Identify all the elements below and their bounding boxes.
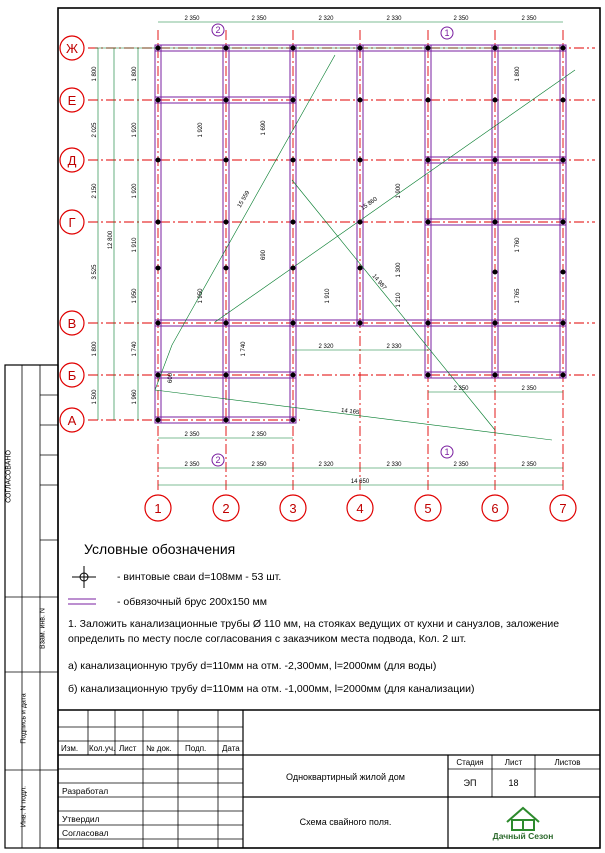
note-1: 1. Заложить канализационные трубы Ø 110 мм, на стояках ведущих от кухни и санузлов, заложение определить по месту после согласования с заказчиком места подвода, Кол. 2 шт. [68, 618, 560, 645]
axis-label-6: 6 [491, 501, 499, 516]
svg-text:2 350: 2 350 [521, 386, 537, 392]
svg-text:1 740: 1 740 [241, 341, 247, 357]
company-logo [507, 808, 539, 830]
side-label-inv-replace: Взам. инв. N [39, 608, 47, 649]
pile-legend-text: - винтовые сваи d=108мм - 53 шт. [117, 571, 282, 583]
side-label-agreed: СОГЛАСОВАНО [5, 450, 13, 503]
svg-text:15 559: 15 559 [236, 190, 252, 209]
tb-header-date: Дата [222, 744, 240, 753]
svg-text:2 350: 2 350 [251, 16, 267, 22]
svg-text:1 740: 1 740 [132, 341, 138, 357]
svg-text:3 525: 3 525 [92, 264, 98, 280]
svg-text:2 350: 2 350 [184, 432, 200, 438]
svg-text:2 350: 2 350 [184, 16, 200, 22]
sheet-frame [58, 8, 600, 848]
axis-label-4: 4 [356, 501, 364, 516]
axis-label-2: 2 [222, 501, 230, 516]
svg-text:1 900: 1 900 [396, 183, 402, 199]
svg-text:600: 600 [168, 372, 174, 384]
tb-sheets-label: Листов [554, 758, 581, 767]
tb-role-approved: Утвердил [62, 814, 100, 824]
tb-sheet-label: Лист [504, 758, 523, 767]
svg-text:2 150: 2 150 [92, 183, 98, 199]
axis-label-d: Д [67, 153, 77, 168]
svg-text:2 350: 2 350 [521, 462, 537, 468]
svg-text:1 765: 1 765 [515, 288, 521, 304]
svg-text:1 920: 1 920 [132, 183, 138, 199]
tb-stage-label: Стадия [456, 758, 484, 767]
side-label-signature-date: Подпись и дата [20, 693, 28, 744]
svg-text:14 165: 14 165 [340, 407, 360, 417]
diagonal-texts [237, 189, 387, 416]
svg-text:2 350: 2 350 [251, 462, 267, 468]
svg-text:2: 2 [215, 25, 221, 35]
svg-text:1 950: 1 950 [132, 288, 138, 304]
svg-text:2 350: 2 350 [521, 16, 537, 22]
svg-text:2 320: 2 320 [318, 344, 334, 350]
svg-text:2 350: 2 350 [184, 462, 200, 468]
axis-label-zh: Ж [65, 41, 79, 56]
svg-text:1 760: 1 760 [515, 237, 521, 253]
svg-text:1 800: 1 800 [92, 66, 98, 82]
dimension-lines [95, 22, 575, 485]
axis-label-5: 5 [424, 501, 432, 516]
pile-markers [156, 46, 566, 423]
beam-symbol [68, 599, 96, 604]
tb-sheet-value: 18 [508, 778, 519, 788]
company-name: Дачный Сезон [492, 831, 554, 841]
dimension-texts [184, 16, 537, 485]
axis-label-1: 1 [154, 501, 162, 516]
svg-text:1 960: 1 960 [132, 389, 138, 405]
svg-text:1 800: 1 800 [92, 341, 98, 357]
note-a: а) канализационную трубу d=110мм на отм. -2,300мм, l=2000мм (для воды) [68, 660, 437, 672]
svg-text:690: 690 [261, 249, 267, 261]
legend-title: Условные обозначения [84, 541, 236, 557]
side-stamp-lines [5, 365, 58, 848]
axis-label-a: А [67, 413, 77, 428]
tb-project-name: Одноквартирный жилой дом [286, 772, 405, 782]
grid-axes [88, 30, 595, 490]
axis-label-7: 7 [559, 501, 567, 516]
svg-text:1 920: 1 920 [132, 122, 138, 138]
svg-text:1: 1 [444, 447, 450, 457]
axis-label-v: В [67, 316, 77, 331]
svg-text:2 350: 2 350 [251, 432, 267, 438]
svg-text:1: 1 [444, 28, 450, 38]
axis-label-3: 3 [289, 501, 297, 516]
tb-header-list: Лист [119, 744, 137, 753]
svg-text:14 987: 14 987 [370, 273, 387, 292]
axis-label-e: Е [67, 93, 77, 108]
tb-sheet-name: Схема свайного поля. [299, 817, 392, 827]
svg-text:1 500: 1 500 [92, 389, 98, 405]
tb-header-sign: Подп. [185, 744, 207, 753]
svg-text:1 690: 1 690 [261, 120, 267, 136]
svg-text:2 320: 2 320 [318, 462, 334, 468]
section-marks [212, 24, 453, 466]
svg-text:2 350: 2 350 [453, 16, 469, 22]
svg-text:2 350: 2 350 [453, 386, 469, 392]
svg-text:1 910: 1 910 [325, 288, 331, 304]
svg-text:2 330: 2 330 [386, 16, 402, 22]
tb-header-doc: № док. [146, 744, 172, 753]
svg-text:1 800: 1 800 [515, 66, 521, 82]
tb-header-izm: Изм. [61, 744, 79, 753]
section-mark-labels [215, 25, 449, 465]
beam-legend-text: - обвязочный брус 200х150 мм [117, 596, 267, 608]
svg-text:14 650: 14 650 [350, 479, 370, 485]
svg-text:2 025: 2 025 [92, 122, 98, 138]
svg-text:12 800: 12 800 [108, 230, 114, 250]
side-label-inv-orig: Инв. N подл. [20, 785, 28, 828]
side-stamp-frame [5, 365, 58, 848]
svg-text:1 950: 1 950 [198, 288, 204, 304]
svg-text:1 910: 1 910 [132, 237, 138, 253]
tb-role-agreed: Согласовал [62, 828, 109, 838]
pile-symbol [72, 566, 96, 588]
svg-text:1 210: 1 210 [396, 292, 402, 308]
svg-text:1 300: 1 300 [396, 262, 402, 278]
axis-label-g: Г [68, 215, 76, 230]
svg-text:2 330: 2 330 [386, 462, 402, 468]
note-b: б) канализационную трубу d=110мм на отм. -1,000мм, l=2000мм (для канализации) [68, 683, 475, 695]
tb-stage-value: ЭП [463, 778, 477, 788]
tb-role-developed: Разработал [62, 786, 109, 796]
svg-text:1 800: 1 800 [132, 66, 138, 82]
axis-label-b: Б [67, 368, 77, 383]
svg-text:2: 2 [215, 455, 221, 465]
svg-text:2 350: 2 350 [453, 462, 469, 468]
svg-text:2 320: 2 320 [318, 16, 334, 22]
tb-header-koluch: Кол.уч. [89, 744, 116, 753]
vertical-dimension-texts [92, 66, 521, 405]
svg-text:2 330: 2 330 [386, 344, 402, 350]
svg-text:1 920: 1 920 [198, 122, 204, 138]
svg-text:15 860: 15 860 [360, 196, 379, 212]
